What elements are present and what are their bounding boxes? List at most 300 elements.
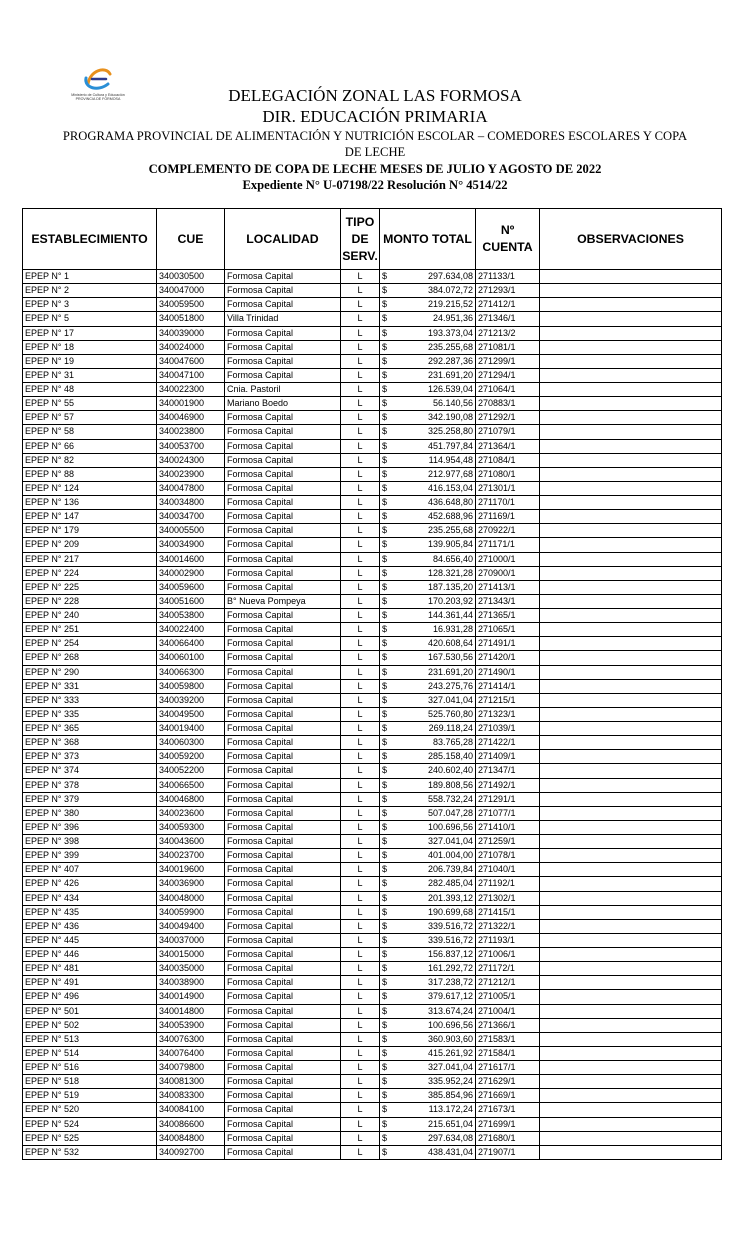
amount-value: 84.656,40 — [432, 553, 473, 564]
cell-cuenta: 271422/1 — [476, 736, 540, 750]
cell-observaciones — [540, 990, 722, 1004]
cell-cuenta: 271301/1 — [476, 481, 540, 495]
cell-observaciones — [540, 467, 722, 481]
cell-localidad: Formosa Capital — [225, 778, 341, 792]
header-programa: PROGRAMA PROVINCIAL DE ALIMENTACIÓN Y NUTRICIÓN ESCOLAR – COMEDORES ESCOLARES Y COPA — [62, 129, 688, 143]
table-row — [23, 1032, 722, 1046]
amount-value: 126.539,04 — [427, 384, 473, 395]
cell-localidad: Formosa Capital — [225, 1131, 341, 1145]
cell-cuenta: 271039/1 — [476, 722, 540, 736]
cell-establecimiento: EPEP N° 240 — [23, 609, 157, 623]
cell-localidad: Formosa Capital — [225, 1117, 341, 1131]
cell-monto — [380, 1046, 476, 1060]
cell-cue: 340060300 — [157, 736, 225, 750]
cell-establecimiento: EPEP N° 436 — [23, 919, 157, 933]
cell-cuenta: 271172/1 — [476, 962, 540, 976]
amount-value: 167.530,56 — [427, 652, 473, 663]
cell-cue: 340014600 — [157, 552, 225, 566]
cell-monto — [380, 990, 476, 1004]
cell-establecimiento: EPEP N° 365 — [23, 722, 157, 736]
cell-observaciones — [540, 849, 722, 863]
table-row — [23, 792, 722, 806]
cell-tipo: L — [341, 835, 380, 849]
table-row — [23, 552, 722, 566]
col-header-cuenta: Nº CUENTA — [476, 209, 540, 270]
cell-observaciones — [540, 566, 722, 580]
cell-observaciones — [540, 411, 722, 425]
currency-symbol: $ — [382, 539, 388, 550]
currency-symbol: $ — [382, 1076, 388, 1087]
cell-tipo: L — [341, 425, 380, 439]
cell-establecimiento: EPEP N° 481 — [23, 962, 157, 976]
cell-observaciones — [540, 835, 722, 849]
table-row — [23, 383, 722, 397]
table-row — [23, 594, 722, 608]
cell-tipo: L — [341, 1061, 380, 1075]
cell-monto — [380, 326, 476, 340]
table-row — [23, 764, 722, 778]
cell-establecimiento: EPEP N° 58 — [23, 425, 157, 439]
cell-cuenta: 271212/1 — [476, 976, 540, 990]
cell-cuenta: 271081/1 — [476, 340, 540, 354]
amount-value: 231.691,20 — [427, 369, 473, 380]
cell-cue: 340037000 — [157, 933, 225, 947]
cell-cuenta: 271080/1 — [476, 467, 540, 481]
cell-tipo: L — [341, 933, 380, 947]
cell-establecimiento: EPEP N° 399 — [23, 849, 157, 863]
table-row — [23, 439, 722, 453]
cell-tipo: L — [341, 1117, 380, 1131]
cell-observaciones — [540, 933, 722, 947]
cell-observaciones — [540, 679, 722, 693]
cell-monto — [380, 284, 476, 298]
cell-establecimiento: EPEP N° 524 — [23, 1117, 157, 1131]
cell-observaciones — [540, 1089, 722, 1103]
cell-cuenta: 271077/1 — [476, 806, 540, 820]
currency-symbol: $ — [382, 482, 388, 493]
cell-establecimiento: EPEP N° 82 — [23, 453, 157, 467]
cell-monto — [380, 580, 476, 594]
amount-value: 144.361,44 — [427, 610, 473, 621]
table-row — [23, 1018, 722, 1032]
cell-establecimiento: EPEP N° 224 — [23, 566, 157, 580]
cell-establecimiento: EPEP N° 19 — [23, 354, 157, 368]
cell-establecimiento: EPEP N° 268 — [23, 651, 157, 665]
amount-value: 507.047,28 — [427, 807, 473, 818]
amount-value: 113.172,24 — [428, 1104, 473, 1115]
cell-tipo: L — [341, 566, 380, 580]
currency-symbol: $ — [382, 807, 388, 818]
cell-observaciones — [540, 298, 722, 312]
cell-establecimiento: EPEP N° 254 — [23, 637, 157, 651]
cell-localidad: Formosa Capital — [225, 580, 341, 594]
cell-tipo: L — [341, 863, 380, 877]
cell-establecimiento: EPEP N° 520 — [23, 1103, 157, 1117]
amount-value: 327.041,04 — [427, 836, 473, 847]
cell-localidad: Formosa Capital — [225, 764, 341, 778]
cell-monto — [380, 736, 476, 750]
cell-cuenta: 271291/1 — [476, 792, 540, 806]
cell-cuenta: 271583/1 — [476, 1032, 540, 1046]
cell-localidad: Formosa Capital — [225, 1075, 341, 1089]
cell-cue: 340030500 — [157, 270, 225, 284]
amount-value: 56.140,56 — [432, 398, 473, 409]
cell-monto — [380, 425, 476, 439]
table-row — [23, 679, 722, 693]
cell-establecimiento: EPEP N° 290 — [23, 665, 157, 679]
cell-cue: 340076300 — [157, 1032, 225, 1046]
currency-symbol: $ — [382, 765, 388, 776]
amount-value: 235.255,68 — [427, 341, 473, 352]
cell-tipo: L — [341, 778, 380, 792]
cell-monto — [380, 623, 476, 637]
cell-cue: 340059800 — [157, 679, 225, 693]
cell-cue: 340051800 — [157, 312, 225, 326]
table-row — [23, 1061, 722, 1075]
currency-symbol: $ — [382, 313, 388, 324]
amount-value: 100.696,56 — [427, 821, 473, 832]
cell-establecimiento: EPEP N° 518 — [23, 1075, 157, 1089]
cell-observaciones — [540, 1061, 722, 1075]
currency-symbol: $ — [382, 384, 388, 395]
col-header-establecimiento: ESTABLECIMIENTO — [23, 209, 157, 270]
cell-cue: 340076400 — [157, 1046, 225, 1060]
cell-cue: 340001900 — [157, 397, 225, 411]
cell-tipo: L — [341, 679, 380, 693]
cell-tipo: L — [341, 693, 380, 707]
cell-cue: 340052200 — [157, 764, 225, 778]
cell-localidad: Formosa Capital — [225, 439, 341, 453]
cell-cue: 340083300 — [157, 1089, 225, 1103]
table-row — [23, 368, 722, 382]
cell-cue: 340047000 — [157, 284, 225, 298]
cell-cuenta: 271293/1 — [476, 284, 540, 298]
cell-cue: 340022400 — [157, 623, 225, 637]
cell-localidad: Formosa Capital — [225, 1145, 341, 1159]
currency-symbol: $ — [382, 850, 388, 861]
cell-cue: 340084100 — [157, 1103, 225, 1117]
cell-localidad: B° Nueva Pompeya — [225, 594, 341, 608]
header-programa-cont: DE LECHE — [344, 145, 406, 159]
table-row — [23, 566, 722, 580]
cell-observaciones — [540, 1032, 722, 1046]
cell-monto — [380, 919, 476, 933]
cell-observaciones — [540, 948, 722, 962]
cell-cue: 340035000 — [157, 962, 225, 976]
cell-tipo: L — [341, 481, 380, 495]
currency-symbol: $ — [382, 299, 388, 310]
table-row — [23, 538, 722, 552]
cell-observaciones — [540, 312, 722, 326]
cell-cue: 340086600 — [157, 1117, 225, 1131]
cell-tipo: L — [341, 919, 380, 933]
amount-value: 327.041,04 — [427, 1062, 473, 1073]
table-row — [23, 722, 722, 736]
cell-establecimiento: EPEP N° 1 — [23, 270, 157, 284]
cell-monto — [380, 1131, 476, 1145]
table-row — [23, 651, 722, 665]
cell-establecimiento: EPEP N° 514 — [23, 1046, 157, 1060]
cell-monto — [380, 1103, 476, 1117]
amount-value: 452.688,96 — [427, 511, 473, 522]
cell-localidad: Formosa Capital — [225, 326, 341, 340]
table-row — [23, 1145, 722, 1159]
amount-value: 451.797,84 — [427, 440, 473, 451]
amount-value: 360.903,60 — [427, 1033, 473, 1044]
cell-cuenta: 271079/1 — [476, 425, 540, 439]
amount-value: 128.321,28 — [427, 567, 473, 578]
currency-symbol: $ — [382, 610, 388, 621]
cell-cue: 340059300 — [157, 820, 225, 834]
cell-tipo: L — [341, 623, 380, 637]
cell-tipo: L — [341, 1075, 380, 1089]
cell-observaciones — [540, 976, 722, 990]
cell-observaciones — [540, 340, 722, 354]
table-row — [23, 990, 722, 1004]
cell-observaciones — [540, 623, 722, 637]
cell-cuenta: 271192/1 — [476, 877, 540, 891]
cell-monto — [380, 863, 476, 877]
logo-line-1: Ministerio de Cultura y Educación — [71, 93, 125, 97]
cell-observaciones — [540, 481, 722, 495]
cell-monto — [380, 835, 476, 849]
cell-localidad: Formosa Capital — [225, 820, 341, 834]
currency-symbol: $ — [382, 963, 388, 974]
currency-symbol: $ — [382, 638, 388, 649]
cell-cuenta: 271170/1 — [476, 496, 540, 510]
cell-cue: 340060100 — [157, 651, 225, 665]
cell-localidad: Formosa Capital — [225, 552, 341, 566]
amount-value: 16.931,28 — [432, 624, 473, 635]
amount-value: 156.837,12 — [427, 949, 473, 960]
cell-establecimiento: EPEP N° 48 — [23, 383, 157, 397]
table-row — [23, 340, 722, 354]
cell-cue: 340084800 — [157, 1131, 225, 1145]
cell-localidad: Formosa Capital — [225, 835, 341, 849]
cell-observaciones — [540, 962, 722, 976]
cell-cue: 340066500 — [157, 778, 225, 792]
cell-monto — [380, 439, 476, 453]
cell-tipo: L — [341, 637, 380, 651]
amount-value: 206.739,84 — [427, 864, 473, 875]
cell-cuenta: 271673/1 — [476, 1103, 540, 1117]
cell-observaciones — [540, 383, 722, 397]
table-row — [23, 312, 722, 326]
cell-cuenta: 271292/1 — [476, 411, 540, 425]
cell-localidad: Formosa Capital — [225, 284, 341, 298]
table-row — [23, 609, 722, 623]
cell-observaciones — [540, 806, 722, 820]
cell-observaciones — [540, 1075, 722, 1089]
currency-symbol: $ — [382, 864, 388, 875]
cell-cue: 340066400 — [157, 637, 225, 651]
table-row — [23, 637, 722, 651]
table-header-row — [23, 209, 722, 270]
cell-monto — [380, 693, 476, 707]
cell-monto — [380, 722, 476, 736]
cell-establecimiento: EPEP N° 496 — [23, 990, 157, 1004]
cell-monto — [380, 1089, 476, 1103]
cell-observaciones — [540, 707, 722, 721]
cell-cue: 340034800 — [157, 496, 225, 510]
header-direccion: DIR. EDUCACIÓN PRIMARIA — [262, 107, 488, 126]
cell-localidad: Formosa Capital — [225, 609, 341, 623]
cell-localidad: Formosa Capital — [225, 750, 341, 764]
cell-establecimiento: EPEP N° 519 — [23, 1089, 157, 1103]
cell-tipo: L — [341, 891, 380, 905]
cell-cue: 340023700 — [157, 849, 225, 863]
cell-cue: 340015000 — [157, 948, 225, 962]
amount-value: 339.516,72 — [427, 934, 473, 945]
table-row — [23, 820, 722, 834]
amount-value: 189.808,56 — [427, 779, 473, 790]
cell-cuenta: 271365/1 — [476, 609, 540, 623]
cell-cuenta: 271492/1 — [476, 778, 540, 792]
cell-cue: 340024300 — [157, 453, 225, 467]
cell-tipo: L — [341, 905, 380, 919]
table-row — [23, 623, 722, 637]
cell-cuenta: 271213/2 — [476, 326, 540, 340]
cell-observaciones — [540, 693, 722, 707]
currency-symbol: $ — [382, 426, 388, 437]
cell-tipo: L — [341, 383, 380, 397]
currency-symbol: $ — [382, 934, 388, 945]
cell-monto — [380, 1075, 476, 1089]
table-row — [23, 905, 722, 919]
cell-cuenta: 271629/1 — [476, 1075, 540, 1089]
cell-observaciones — [540, 397, 722, 411]
cell-localidad: Formosa Capital — [225, 566, 341, 580]
cell-localidad: Formosa Capital — [225, 722, 341, 736]
currency-symbol: $ — [382, 1104, 388, 1115]
cell-establecimiento: EPEP N° 532 — [23, 1145, 157, 1159]
currency-symbol: $ — [382, 708, 388, 719]
amount-value: 313.674,24 — [427, 1005, 473, 1016]
cell-tipo: L — [341, 750, 380, 764]
cell-cuenta: 270922/1 — [476, 524, 540, 538]
table-row — [23, 736, 722, 750]
amount-value: 558.732,24 — [427, 793, 473, 804]
cell-localidad: Formosa Capital — [225, 919, 341, 933]
cell-cuenta: 271040/1 — [476, 863, 540, 877]
cell-establecimiento: EPEP N° 513 — [23, 1032, 157, 1046]
cell-tipo: L — [341, 764, 380, 778]
cell-cue: 340047600 — [157, 354, 225, 368]
currency-symbol: $ — [382, 497, 388, 508]
table-row — [23, 1075, 722, 1089]
cell-monto — [380, 496, 476, 510]
amount-value: 235.255,68 — [427, 525, 473, 536]
cell-establecimiento: EPEP N° 525 — [23, 1131, 157, 1145]
currency-symbol: $ — [382, 793, 388, 804]
currency-symbol: $ — [382, 977, 388, 988]
currency-symbol: $ — [382, 821, 388, 832]
cell-cuenta: 271084/1 — [476, 453, 540, 467]
cell-cuenta: 271413/1 — [476, 580, 540, 594]
cell-tipo: L — [341, 792, 380, 806]
cell-localidad: Formosa Capital — [225, 933, 341, 947]
amount-value: 190.699,68 — [427, 906, 473, 917]
cell-observaciones — [540, 736, 722, 750]
cell-cuenta: 271343/1 — [476, 594, 540, 608]
amount-value: 436.648,80 — [427, 497, 473, 508]
cell-establecimiento: EPEP N° 368 — [23, 736, 157, 750]
table-row — [23, 326, 722, 340]
cell-tipo: L — [341, 820, 380, 834]
cell-tipo: L — [341, 298, 380, 312]
table-row — [23, 453, 722, 467]
table-body — [23, 270, 722, 1160]
amount-value: 187.135,20 — [427, 581, 473, 592]
cell-establecimiento: EPEP N° 373 — [23, 750, 157, 764]
amount-value: 327.041,04 — [427, 694, 473, 705]
cell-observaciones — [540, 792, 722, 806]
cell-monto — [380, 368, 476, 382]
cell-cuenta: 271346/1 — [476, 312, 540, 326]
currency-symbol: $ — [382, 878, 388, 889]
cell-cuenta: 271299/1 — [476, 354, 540, 368]
cell-establecimiento: EPEP N° 335 — [23, 707, 157, 721]
currency-symbol: $ — [382, 836, 388, 847]
amount-value: 317.238,72 — [427, 977, 473, 988]
cell-cue: 340081300 — [157, 1075, 225, 1089]
cell-tipo: L — [341, 411, 380, 425]
cell-cuenta: 271410/1 — [476, 820, 540, 834]
cell-establecimiento: EPEP N° 3 — [23, 298, 157, 312]
currency-symbol: $ — [382, 595, 388, 606]
cell-monto — [380, 707, 476, 721]
amount-value: 325.258,80 — [427, 426, 473, 437]
cell-localidad: Formosa Capital — [225, 467, 341, 481]
cell-observaciones — [540, 594, 722, 608]
table-row — [23, 1117, 722, 1131]
cell-tipo: L — [341, 326, 380, 340]
cell-cuenta: 271171/1 — [476, 538, 540, 552]
cell-tipo: L — [341, 990, 380, 1004]
currency-symbol: $ — [382, 1005, 388, 1016]
amount-value: 215.651,04 — [427, 1118, 473, 1129]
cell-cue: 340051600 — [157, 594, 225, 608]
cell-tipo: L — [341, 962, 380, 976]
table-row — [23, 425, 722, 439]
amount-value: 339.516,72 — [427, 920, 473, 931]
currency-symbol: $ — [382, 369, 388, 380]
currency-symbol: $ — [382, 581, 388, 592]
cell-cue: 340053800 — [157, 609, 225, 623]
cell-tipo: L — [341, 453, 380, 467]
amount-value: 114.954,48 — [428, 454, 473, 465]
cell-establecimiento: EPEP N° 378 — [23, 778, 157, 792]
cell-observaciones — [540, 510, 722, 524]
cell-monto — [380, 1117, 476, 1131]
cell-cuenta: 271347/1 — [476, 764, 540, 778]
cell-observaciones — [540, 905, 722, 919]
cell-establecimiento: EPEP N° 228 — [23, 594, 157, 608]
cell-localidad: Formosa Capital — [225, 1032, 341, 1046]
cell-cue: 340014800 — [157, 1004, 225, 1018]
currency-symbol: $ — [382, 652, 388, 663]
table-row — [23, 524, 722, 538]
cell-cue: 340049400 — [157, 919, 225, 933]
cell-establecimiento: EPEP N° 2 — [23, 284, 157, 298]
cell-cuenta: 271302/1 — [476, 891, 540, 905]
cell-localidad: Formosa Capital — [225, 1046, 341, 1060]
cell-monto — [380, 651, 476, 665]
cell-localidad: Formosa Capital — [225, 849, 341, 863]
currency-symbol: $ — [382, 751, 388, 762]
table-row — [23, 863, 722, 877]
cell-monto — [380, 594, 476, 608]
